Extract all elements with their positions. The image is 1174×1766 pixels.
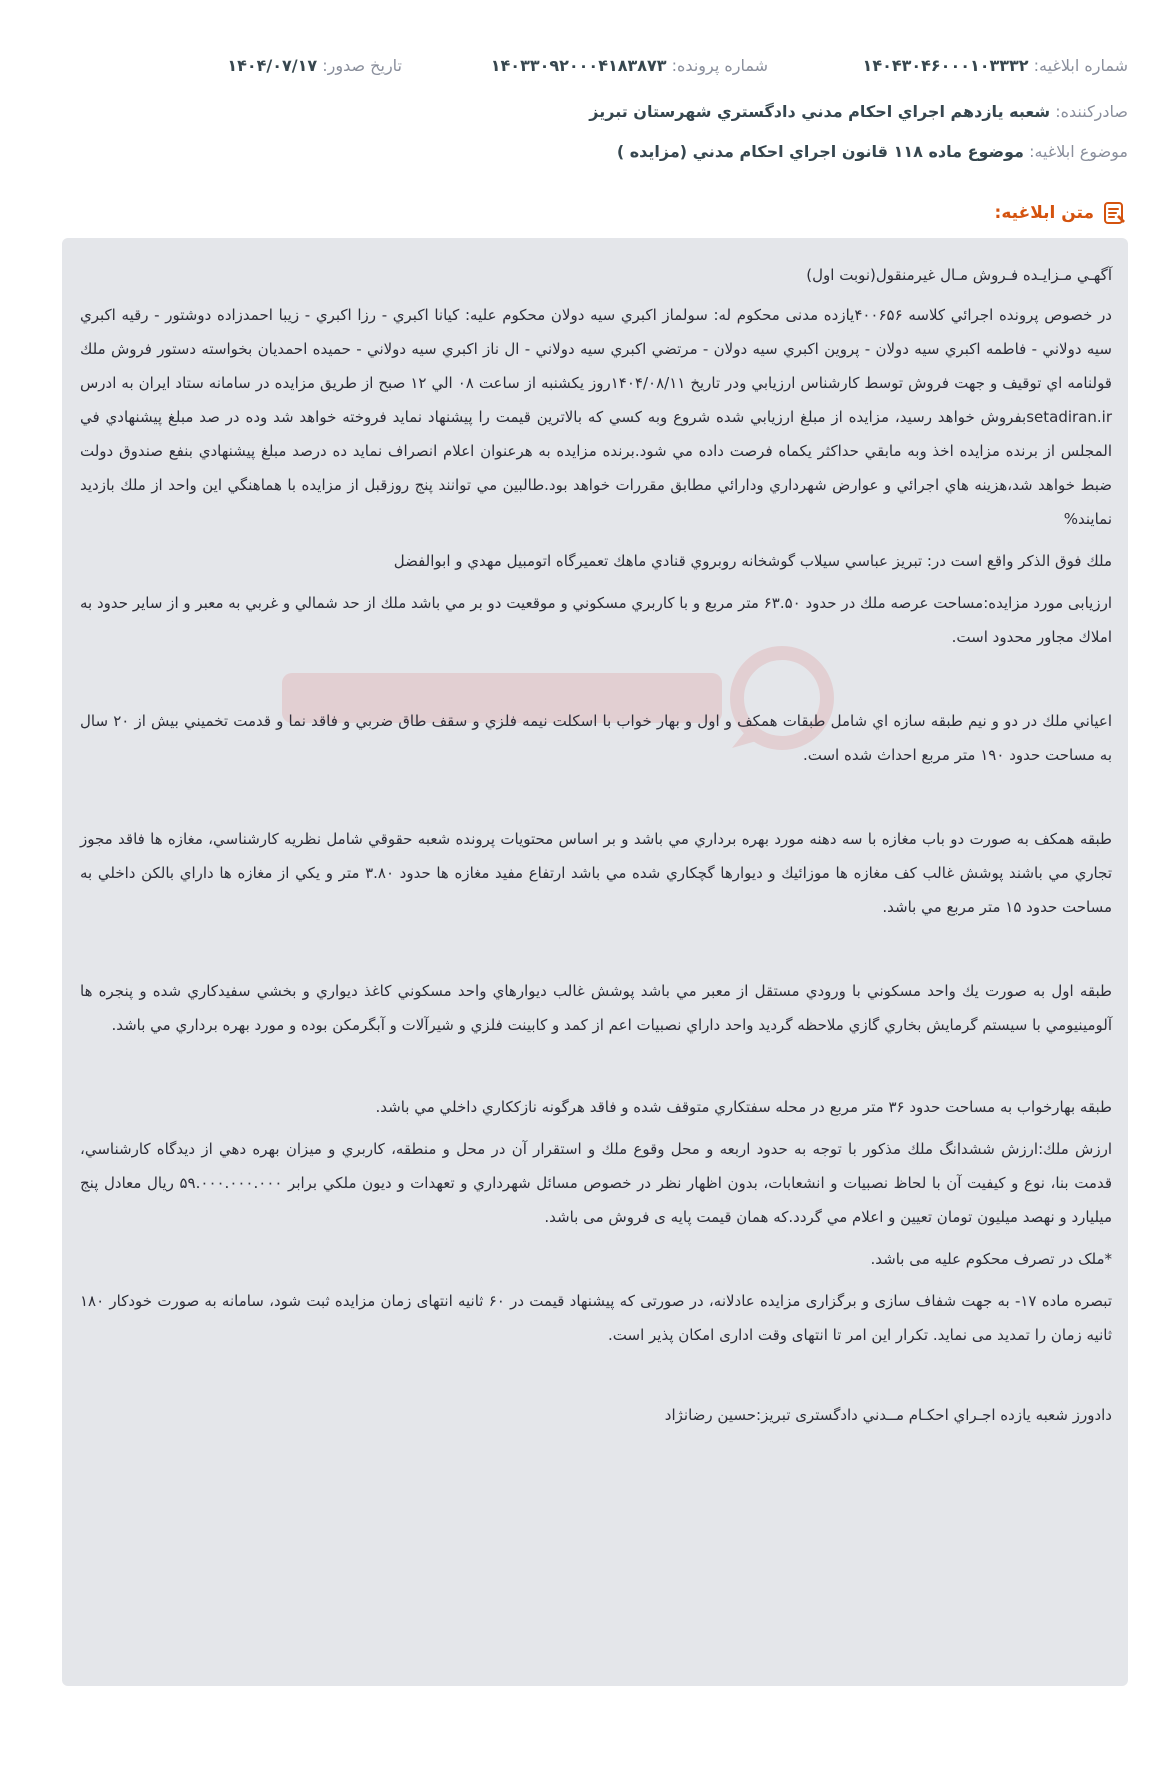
notice-paragraph: اعياني ملك در دو و نيم طبقه سازه اي شامل طبقات همكف و اول و بهار خواب با اسكلت نيمه فلزي و سقف طاق ضربي و فاقد نما و قدمت تخميني بيش از ۲۰ سال به مساحت حدود ۱۹۰ متر مربع احداث شده است. [80,712,1112,764]
notice-paragraph: ارزيابی مورد مزایده:مساحت عرصه ملك در حدود ۶۳.۵۰ متر مربع و با كاربري مسكوني و موقعيت دو بر مي باشد ملك از حد شمالي و غربي به معبر و از ساير حدود به املاك مجاور محدود است. [80,594,1112,646]
notice-paragraph: طبقه همكف به صورت دو باب مغازه با سه دهنه مورد بهره برداري مي باشد و بر اساس محتويات پرونده شعبه حقوقي شامل نظريه كارشناسي، مغازه ها فاقد مجوز تجاري مي باشند پوشش غالب كف مغازه ها موزائيك و ديوارها گچكاري شده مي باشد ارتفاع مفيد مغازه ها حدود ۳.۸۰ متر و يكي از مغازه ها داراي بالكن داخلي به مساحت حدود ۱۵ متر مربع مي باشد. [80,830,1112,916]
meta-row-numbers [46,56,1128,82]
subject-label: موضوع ابلاغیه: [1029,142,1128,161]
notice-number-value: ۱۴۰۴۳۰۴۶۰۰۰۱۰۳۳۳۲ [862,56,1029,75]
notice-number-label: شماره ابلاغیه: [1033,56,1128,75]
notice-signature: دادورز شعبه یازده اجـراي احكـام مــدني دادگستری تبریز:حسین رضانژاد [664,1406,1112,1424]
notice-paragraph: ملك فوق الذكر واقع است در: تبريز عباسي سيلاب گوشخانه روبروي قنادي ماهك تعميرگاه اتومبيل مهدي و ابوالفضل [393,552,1112,570]
issue-date-value: ۱۴۰۴/۰۷/۱۷ [227,56,318,75]
notice-heading: آگهـي مـزايـده فـروش مـال غيرمنقول(نوبت اول) [806,266,1112,284]
issuer-label: صادرکننده: [1055,102,1128,121]
case-number [491,56,768,75]
notice-paragraph: طبقه اول به صورت يك واحد مسكوني با ورودي مستقل از معبر مي باشد پوشش غالب ديوارهاي واحد مسكوني كاغذ ديواري و بخشي سفيدكاري شده و پنجره ها آلومينيومي با سيستم گرمايش بخاري گازي ملاحظه گرديد واحد داراي نصبيات اعم از كمد و كابينت فلزي و شيرآلات و آبگرمكن بوده و مورد بهره برداري مي باشد. [80,982,1112,1034]
notice-paragraph: *ملک در تصرف محکوم علیه می باشد. [870,1250,1112,1268]
case-number-label: شماره پرونده: [671,56,768,75]
issuer-row [589,102,1128,121]
notice-number [863,56,1128,75]
section-title [995,200,1128,226]
document-icon [1102,200,1128,226]
notice-paragraph: در خصوص پرونده اجرائي كلاسه ۴۰۰۶۵۶يازده مدنی محکوم له: سولماز اكبري سيه دولان محکوم علیه: کیانا اکبري - رزا اكبري - زيبا احمدزاده دوشتور - رقيه اكبري سيه دولاني - فاطمه اكبري سيه دولان - پروين اكبري سيه دولان - مرتضي اكبري سيه دولاني - ال ناز اكبري سيه دولاني - حميده احمديان بخواسته دستور فروش ملك قولنامه اي توقيف و جهت فروش توسط كارشناس ارزيابي ودر تاريخ ۱۴۰۴/۰۸/۱۱روز يكشنبه از ساعت ۰۸ الي ۱۲ صبح از طريق مزايده در سامانه ستاد ايران به ادرس setadiran.irبفروش خواهد رسيد، مزايده از مبلغ ارزيابي شده شروع وبه كسي كه بالاترين قيمت را پيشنهاد نمايد فروخته خواهد شد وده در صد مبلغ پيشنهادي في المجلس از برنده مزايده اخذ وبه مابقي حداكثر يكماه فرصت داده مي شود.برنده مزايده به هرعنوان اعلام انصراف نمايد ده درصد مبلغ پيشنهادي بنفع صندوق دولت ضبط خواهد شد،هزينه هاي اجرائي و عوارض شهرداري ودارائي مطابق مقررات خواهد بود.طالبين مي توانند پنج روزقبل از مزايده با هماهنگي اين واحد از ملك بازديد نمايند% [80,306,1112,528]
subject-row [617,142,1128,161]
notice-paragraph: طبقه بهارخواب به مساحت حدود ۳۶ متر مربع در محله سفتكاري متوقف شده و فاقد هرگونه نازككاري داخلي مي باشد. [375,1098,1112,1116]
subject-value: موضوع ماده ۱۱۸ قانون اجراي احكام مدني (مزايده ) [616,142,1024,161]
issuer-value: شعبه يازدهم اجراي احكام مدني دادگستري شهرستان تبريز [589,102,1051,121]
notice-paragraph: ارزش ملك:ارزش ششدانگ ملك مذكور با توجه به حدود اربعه و محل وقوع ملك و استقرار آن در محل و منطقه، كاربري و ميزان بهره دهي از ديدگاه كارشناسي، قدمت بنا، نوع و كيفيت آن با لحاظ نصبيات و انشعابات، بدون اظهار نظر در خصوص مسائل شهرداري و تعهدات و ديون ملكي برابر ۵۹.۰۰۰.۰۰۰.۰۰۰ ريال معادل پنج ميليارد و نهصد ميليون تومان تعيين و اعلام مي گردد.که همان قیمت پایه ی فروش می باشد. [80,1140,1112,1226]
notice-text-box [62,238,1128,1686]
case-number-value: ۱۴۰۳۳۰۹۲۰۰۰۴۱۸۳۸۷۳ [490,56,667,75]
notice-paragraph: تبصره ماده ۱۷- به جهت شفاف سازی و برگزاری مزایده عادلانه، در صورتی که پیشنهاد قیمت در ۶۰ ثانیه انتهای زمان مزایده ثبت شود، سامانه به صورت خودکار ۱۸۰ ثانیه زمان را تمدید می نماید. تکرار این امر تا انتهای وقت اداری امکان پذیر است. [80,1292,1112,1344]
section-title-text: متن ابلاغیه: [994,203,1094,223]
issue-date-label: تاریخ صدور: [322,56,402,75]
issue-date [227,56,402,75]
